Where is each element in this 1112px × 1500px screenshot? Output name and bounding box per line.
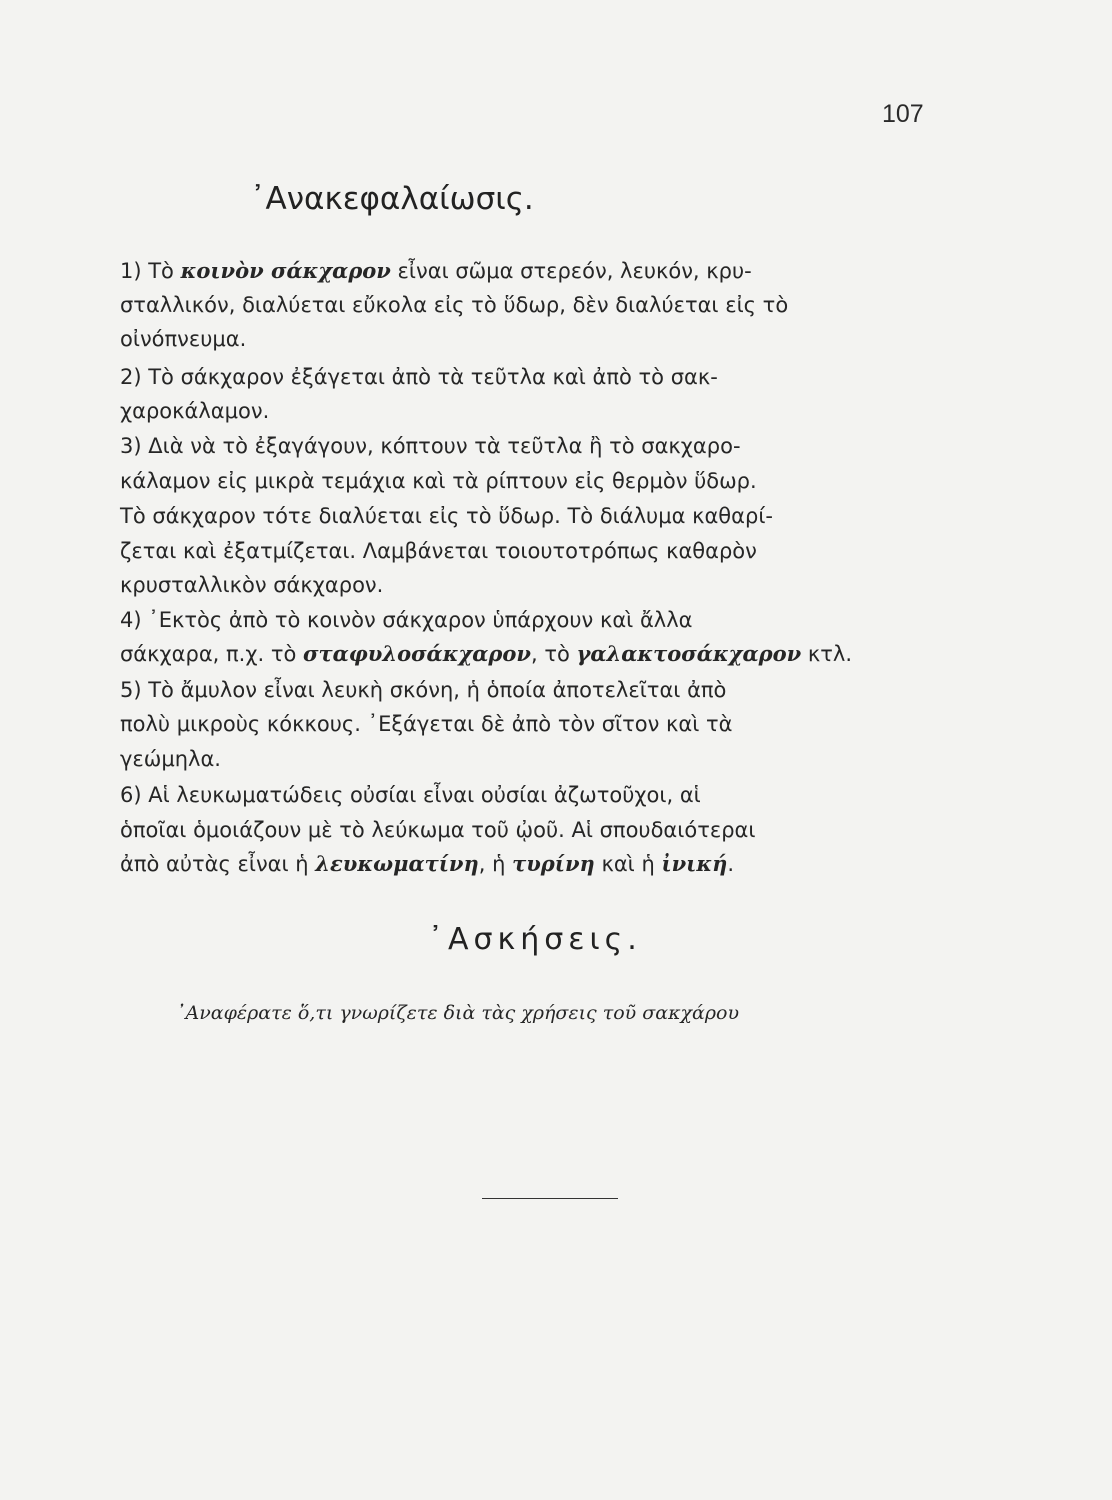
summary-line: [120, 744, 221, 774]
summary-line: [120, 709, 733, 739]
emphasized-term: ἰνική: [661, 851, 728, 876]
exercise-text: ᾿Αναφέρατε ὅ,τι γνωρίζετε διὰ τὰς χρήσεις τοῦ σακχάρου: [176, 1002, 740, 1024]
line-text: ζεται καὶ ἐξατμίζεται. Λαμβάνεται τοιουτοτρόπως καθαρὸν: [120, 539, 757, 563]
line-text: καὶ ἡ: [594, 852, 662, 876]
line-text: , τὸ: [530, 642, 577, 666]
line-text: οἰνόπνευμα.: [120, 327, 247, 351]
summary-line: [120, 815, 756, 845]
line-text: 1) Τὸ: [120, 259, 181, 283]
line-text: , ἡ: [478, 852, 513, 876]
section-divider: [482, 1198, 618, 1199]
summary-line: [120, 290, 788, 320]
line-text: 3) Διὰ νὰ τὸ ἐξαγάγουν, κόπτουν τὰ τεῦτλα ἢ τὸ σακχαρο-: [120, 434, 741, 458]
summary-line: [120, 396, 269, 426]
page-number: 107: [882, 100, 924, 128]
line-text: σταλλικόν, διαλύεται εὔκολα εἰς τὸ ὕδωρ, δὲν διαλύεται εἰς τὸ: [120, 293, 789, 317]
emphasized-term: κοινὸν σάκχαρον: [180, 258, 391, 283]
line-text: 5) Τὸ ἄμυλον εἶναι λευκὴ σκόνη, ἡ ὁποία ἀποτελεῖται ἀπὸ: [120, 678, 727, 702]
summary-line: [120, 536, 757, 566]
emphasized-term: σταφυλοσάκχαρον: [303, 641, 531, 666]
line-text: γεώμηλα.: [120, 747, 221, 771]
line-text: 4) ᾿Εκτὸς ἀπὸ τὸ κοινὸν σάκχαρον ὑπάρχουν καὶ ἄλλα: [120, 608, 693, 632]
summary-line: [120, 501, 773, 531]
line-text: κτλ.: [801, 642, 853, 666]
summary-line: [120, 570, 383, 600]
line-text: πολὺ μικροὺς κόκκους. ᾿Εξάγεται δὲ ἀπὸ τὸν σῖτον καὶ τὰ: [120, 712, 733, 736]
summary-heading: ᾿Ανακεφαλαίωσις.: [250, 181, 534, 217]
summary-line: [120, 639, 852, 669]
line-text: .: [727, 852, 735, 876]
summary-line: [120, 324, 246, 354]
summary-line: [120, 675, 726, 705]
line-text: κάλαμον εἰς μικρὰ τεμάχια καὶ τὰ ρίπτουν εἰς θερμὸν ὕδωρ.: [120, 469, 757, 493]
exercises-heading: ᾿Ασκήσεις.: [428, 922, 642, 957]
line-text: Τὸ σάκχαρον τότε διαλύεται εἰς τὸ ὕδωρ. Τὸ διάλυμα καθαρί-: [120, 504, 774, 528]
line-text: 6) Αἱ λευκωματώδεις οὐσίαι εἶναι οὐσίαι ἀζωτοῦχοι, αἱ: [120, 783, 701, 807]
summary-line: [120, 849, 734, 879]
line-text: χαροκάλαμον.: [120, 399, 270, 423]
summary-line: [120, 431, 741, 461]
line-text: ὁποῖαι ὁμοιάζουν μὲ τὸ λεύκωμα τοῦ ᾠοῦ. Αἱ σπουδαιότεραι: [120, 818, 756, 842]
emphasized-term: τυρίνη: [512, 851, 595, 876]
line-text: εἶναι σῶμα στερεόν, λευκόν, κρυ-: [390, 259, 752, 283]
emphasized-term: γαλακτοσάκχαρον: [576, 641, 802, 666]
line-text: 2) Τὸ σάκχαρον ἐξάγεται ἀπὸ τὰ τεῦτλα καὶ ἀπὸ τὸ σακ-: [120, 365, 718, 389]
summary-line: [120, 605, 693, 635]
emphasized-term: λευκωματίνη: [315, 851, 479, 876]
summary-line: [120, 466, 757, 496]
summary-line: [120, 256, 752, 286]
line-text: σάκχαρα, π.χ. τὸ: [120, 642, 303, 666]
line-text: κρυσταλλικὸν σάκχαρον.: [120, 573, 384, 597]
summary-line: [120, 780, 701, 810]
line-text: ἀπὸ αὐτὰς εἶναι ἡ: [120, 852, 316, 876]
summary-line: [120, 362, 718, 392]
